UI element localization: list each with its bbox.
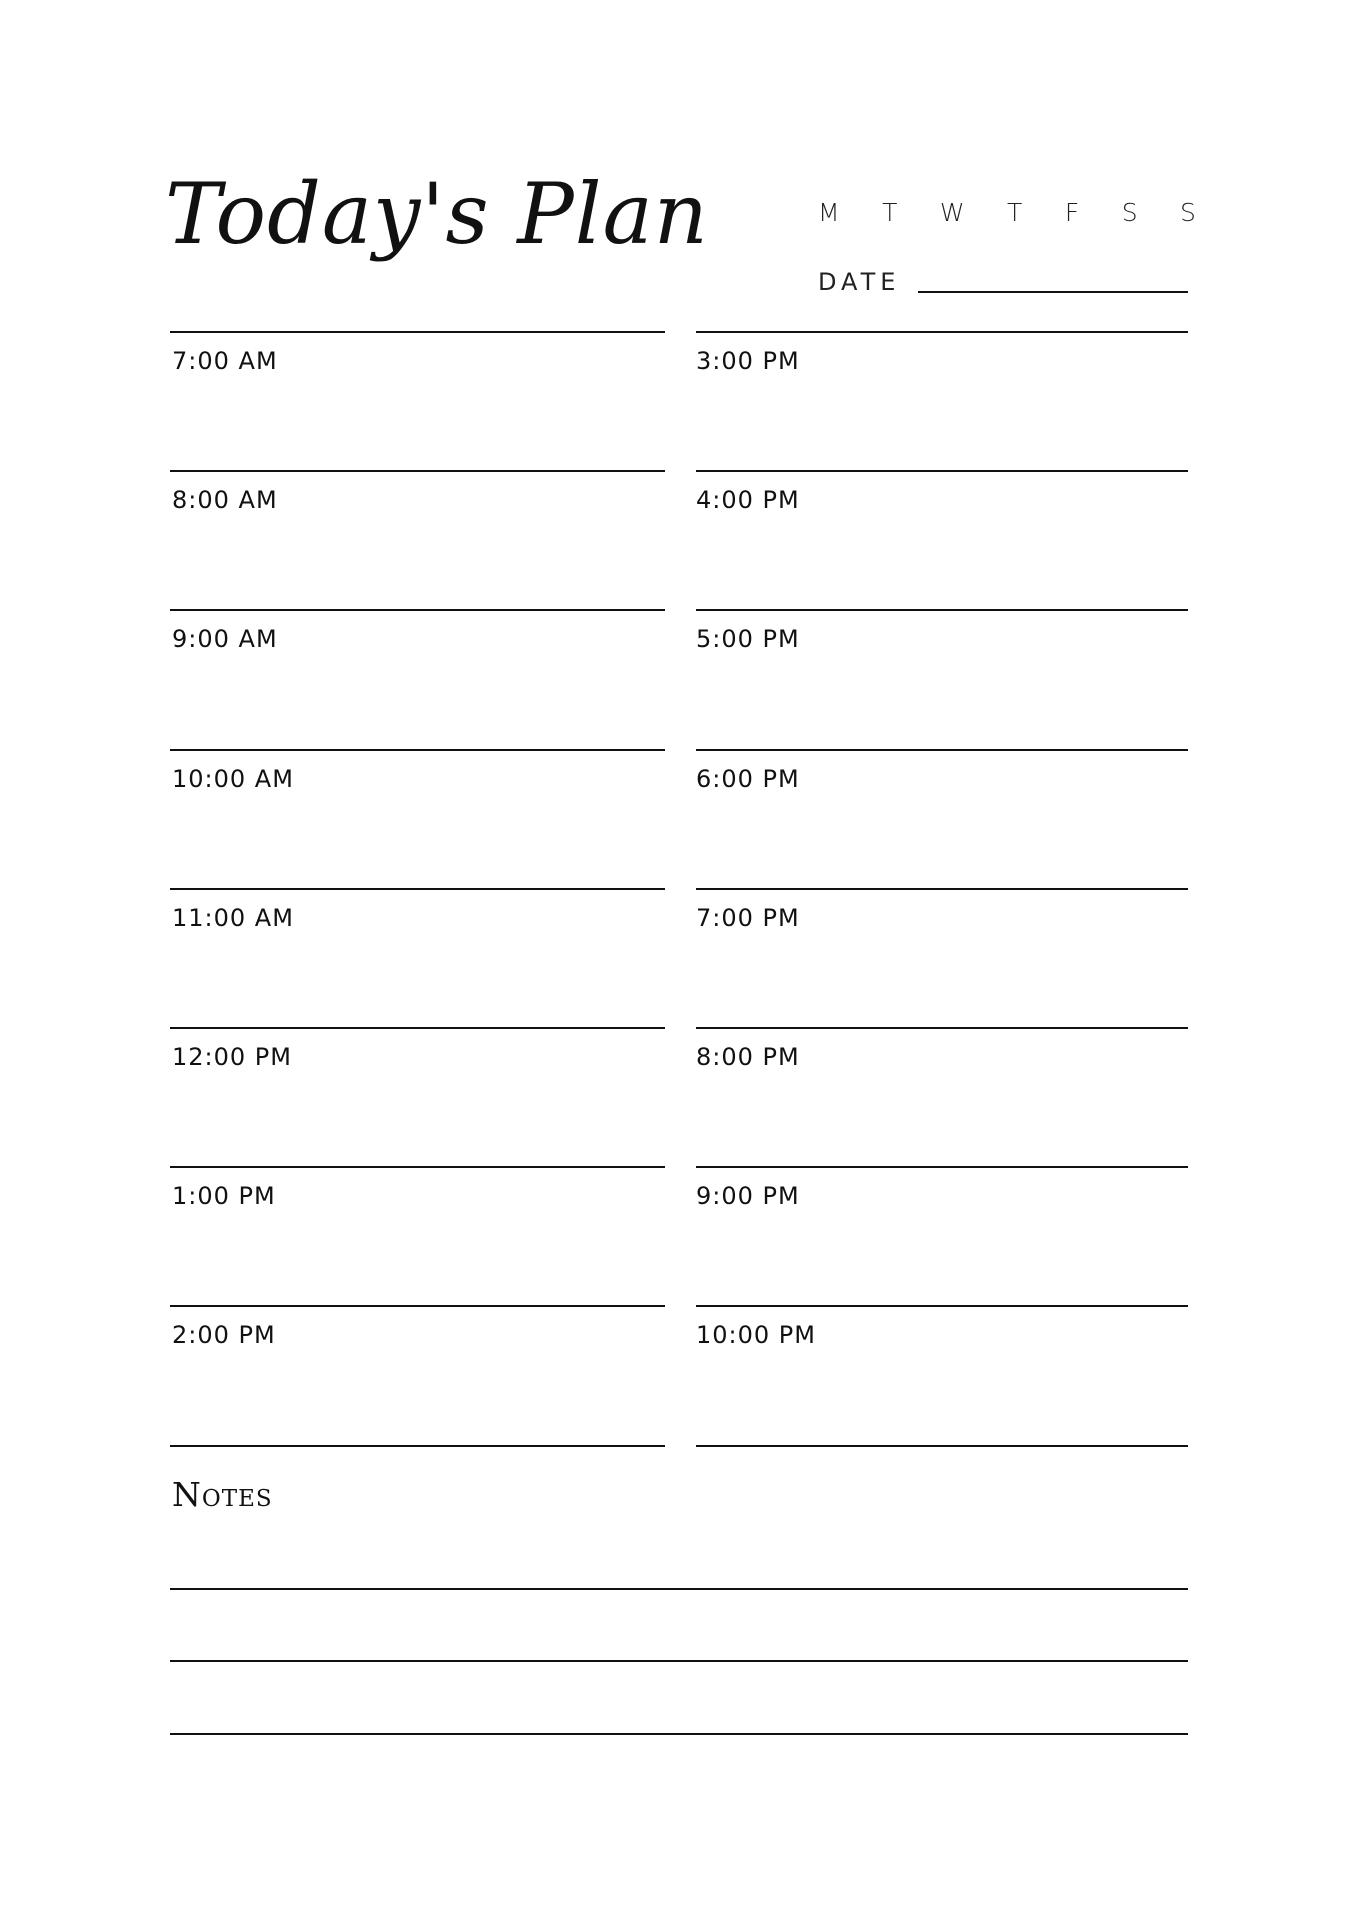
schedule-line-left (170, 888, 665, 890)
time-slot-label[interactable]: 4:00 PM (696, 486, 800, 514)
schedule-line-right (696, 470, 1188, 472)
weekday-sunday[interactable]: S (1180, 198, 1196, 227)
schedule-line-left (170, 609, 665, 611)
schedule-line-left (170, 749, 665, 751)
schedule-line-right (696, 1027, 1188, 1029)
weekday-selector (818, 200, 1196, 225)
schedule-line-left (170, 470, 665, 472)
date-field-line[interactable] (918, 291, 1188, 293)
time-slot-label[interactable]: 8:00 PM (696, 1043, 800, 1071)
schedule-line-right (696, 1166, 1188, 1168)
time-slot-label[interactable]: 2:00 PM (172, 1321, 276, 1349)
time-slot-label[interactable]: 7:00 AM (172, 347, 278, 375)
time-slot-label[interactable]: 8:00 AM (172, 486, 278, 514)
weekday-saturday[interactable]: S (1121, 198, 1138, 227)
schedule-line-left (170, 1166, 665, 1168)
time-slot-label[interactable]: 10:00 AM (172, 765, 294, 793)
time-slot-label[interactable]: 6:00 PM (696, 765, 800, 793)
schedule-line-right (696, 1445, 1188, 1447)
page-title: Today's Plan (165, 165, 709, 263)
notes-line[interactable] (170, 1660, 1188, 1662)
time-slot-label[interactable]: 5:00 PM (696, 625, 800, 653)
weekday-wednesday[interactable]: W (939, 198, 965, 227)
time-slot-label[interactable]: 7:00 PM (696, 904, 800, 932)
notes-line[interactable] (170, 1588, 1188, 1590)
schedule-line-right (696, 1305, 1188, 1307)
time-slot-label[interactable]: 12:00 PM (172, 1043, 292, 1071)
time-slot-label[interactable]: 9:00 AM (172, 625, 278, 653)
schedule-line-left (170, 1027, 665, 1029)
notes-line[interactable] (170, 1733, 1188, 1735)
schedule-line-right (696, 609, 1188, 611)
schedule-line-left (170, 1305, 665, 1307)
weekday-monday[interactable]: M (818, 198, 840, 227)
time-slot-label[interactable]: 1:00 PM (172, 1182, 276, 1210)
notes-title: Notes (172, 1475, 273, 1514)
schedule-line-left (170, 331, 665, 333)
time-slot-label[interactable]: 10:00 PM (696, 1321, 816, 1349)
weekday-friday[interactable]: F (1064, 198, 1080, 227)
time-slot-label[interactable]: 3:00 PM (696, 347, 800, 375)
date-label: DATE (818, 268, 901, 296)
time-slot-label[interactable]: 11:00 AM (172, 904, 294, 932)
time-slot-label[interactable]: 9:00 PM (696, 1182, 800, 1210)
schedule-line-right (696, 888, 1188, 890)
schedule-line-right (696, 331, 1188, 333)
weekday-tuesday[interactable]: T (882, 198, 898, 227)
weekday-thursday[interactable]: T (1007, 198, 1023, 227)
schedule-line-right (696, 749, 1188, 751)
schedule-line-left (170, 1445, 665, 1447)
